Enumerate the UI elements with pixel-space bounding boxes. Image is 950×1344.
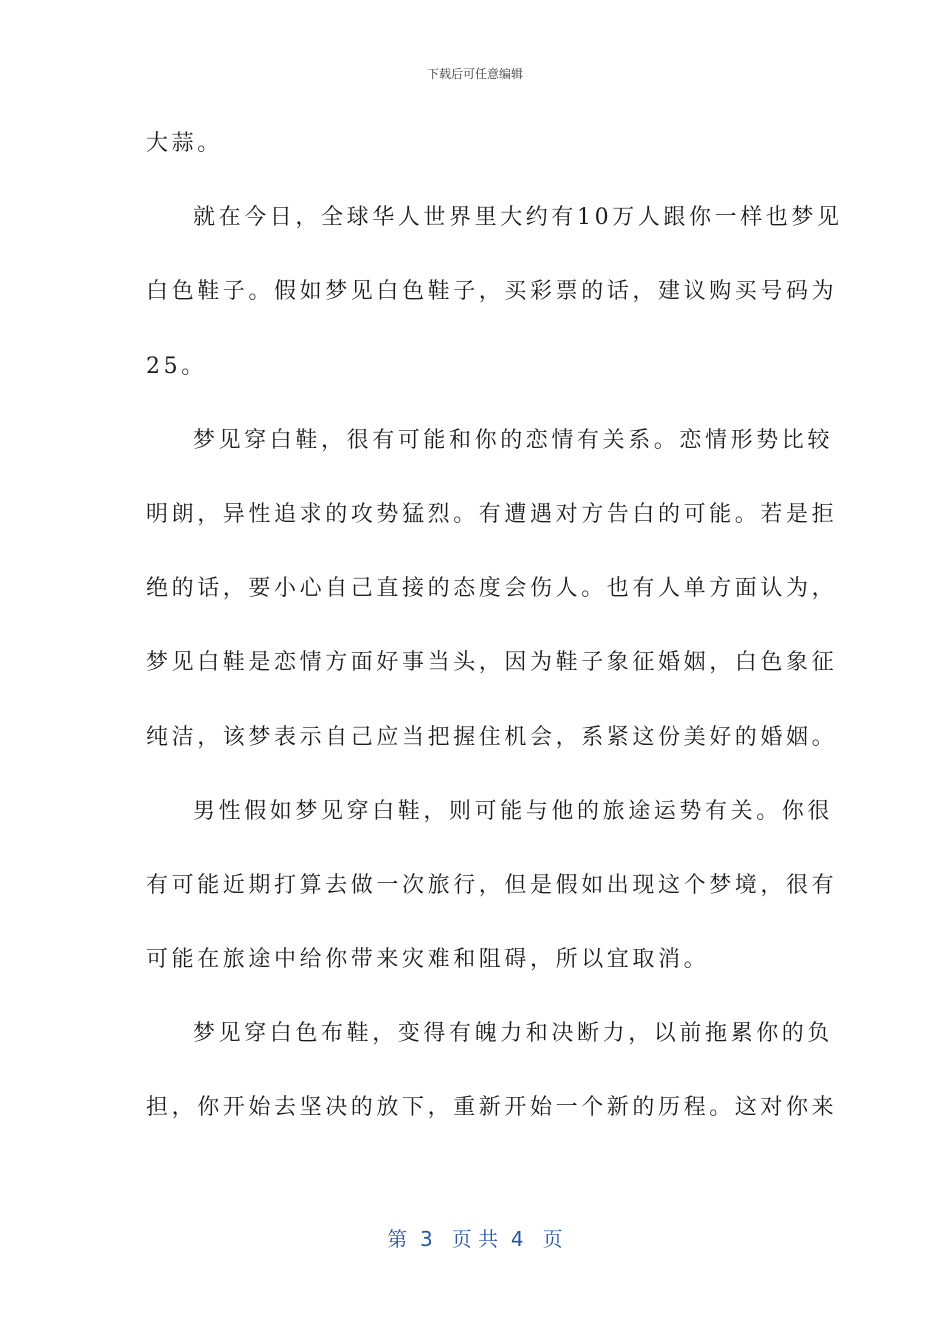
text-line: 可能在旅途中给你带来灾难和阻碍，所以宜取消。 <box>146 947 710 973</box>
paragraph-start-line: 梦见穿白鞋，很有可能和你的恋情有关系。恋情形势比较 <box>193 427 834 453</box>
text-line: 25。 <box>146 353 207 379</box>
page-header: 下载后可任意编辑 <box>426 67 523 81</box>
paragraph-start-line: 就在今日，全球华人世界里大约有10万人跟你一样也梦见 <box>193 205 843 231</box>
text-line: 明朗，异性追求的攻势猛烈。有遭遇对方告白的可能。若是拒 <box>146 501 838 527</box>
page-number-footer: 第 3 页 共 4 页 <box>387 1227 563 1251</box>
paragraph-start-line: 男性假如梦见穿白鞋，则可能与他的旅途运势有关。你很 <box>193 798 834 824</box>
text-line: 担，你开始去坚决的放下，重新开始一个新的历程。这对你来 <box>146 1095 838 1121</box>
text-line: 梦见白鞋是恋情方面好事当头，因为鞋子象征婚姻，白色象征 <box>146 650 838 676</box>
document-body <box>146 121 843 1160</box>
text-line: 绝的话，要小心自己直接的态度会伤人。也有人单方面认为， <box>146 576 838 602</box>
text-line: 纯洁，该梦表示自己应当把握住机会，系紧这份美好的婚姻。 <box>146 724 838 750</box>
text-line: 白色鞋子。假如梦见白色鞋子，买彩票的话，建议购买号码为 <box>146 279 838 305</box>
text-line: 有可能近期打算去做一次旅行，但是假如出现这个梦境，很有 <box>146 872 838 898</box>
paragraph-start-line: 梦见穿白色布鞋，变得有魄力和决断力，以前拖累你的负 <box>193 1021 834 1047</box>
text-line: 大蒜。 <box>146 131 223 156</box>
